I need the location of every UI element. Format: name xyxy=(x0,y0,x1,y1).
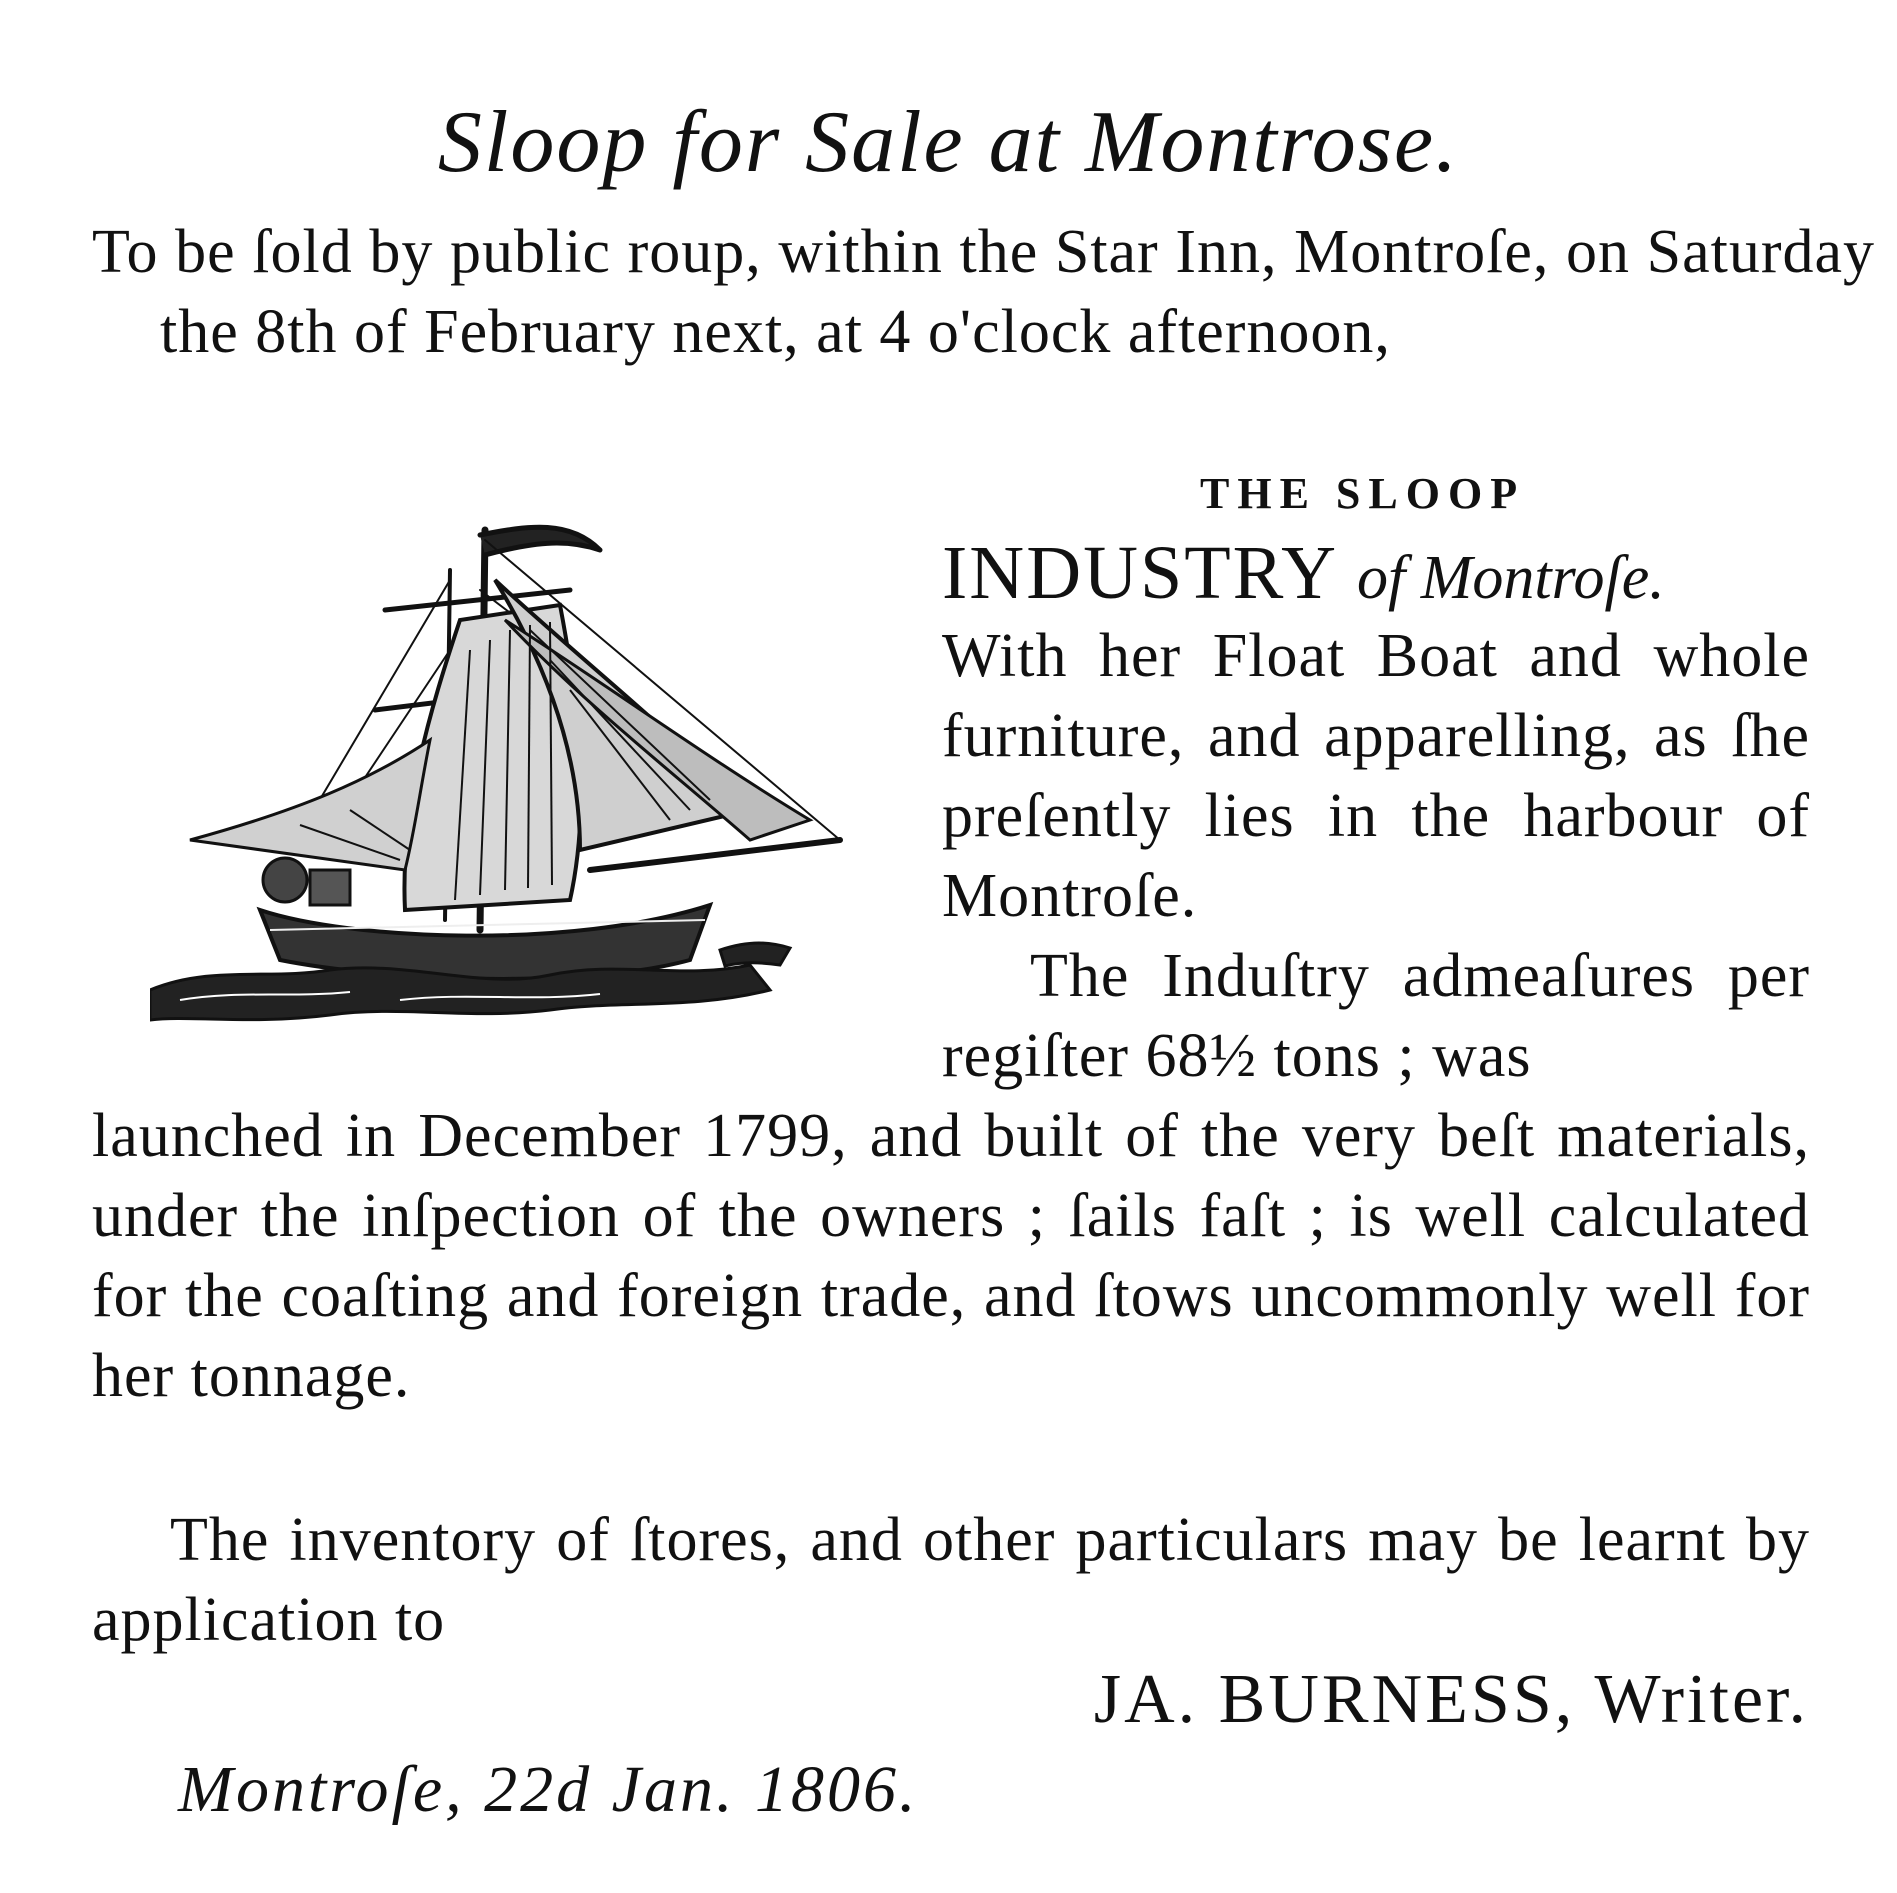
vessel-type-label: THE SLOOP xyxy=(1200,469,1526,518)
sale-announcement: To be ſold by public roup, within the Star Inn, Montroſe, on Saturday the 8th of February next, at 4 o'clock afternoon, xyxy=(92,218,1875,366)
vessel-home-port: of Montroſe. xyxy=(1357,544,1665,612)
vessel-measurement: The Induſtry admeaſures per regiſter 68½ tons ; was xyxy=(942,942,1810,1090)
vessel-name: INDUSTRY xyxy=(942,531,1339,615)
dateline: Montroſe, 22d Jan. 1806. xyxy=(178,1753,919,1826)
vessel-name-line xyxy=(942,530,1822,621)
agent-signature: JA. BURNESS, Writer. xyxy=(1093,1661,1809,1738)
advertisement-title: Sloop for Sale at Montrose. xyxy=(437,94,1460,191)
vessel-description: With her Float Boat and whole furniture, and apparelling, as ſhe preſently lies in the harbour of Montroſe. xyxy=(942,622,1810,930)
sailing-sloop-icon xyxy=(150,510,910,1070)
inventory-note: The inventory of ſtores, and other particulars may be learnt by application to xyxy=(92,1506,1810,1654)
vessel-details: launched in December 1799, and built of the very beſt materials, under the inſpection of the owners ; ſails faſt ; is well calculated for the coaſting and foreign trade, and ſtows uncommonly well for her tonnage. xyxy=(92,1102,1810,1410)
